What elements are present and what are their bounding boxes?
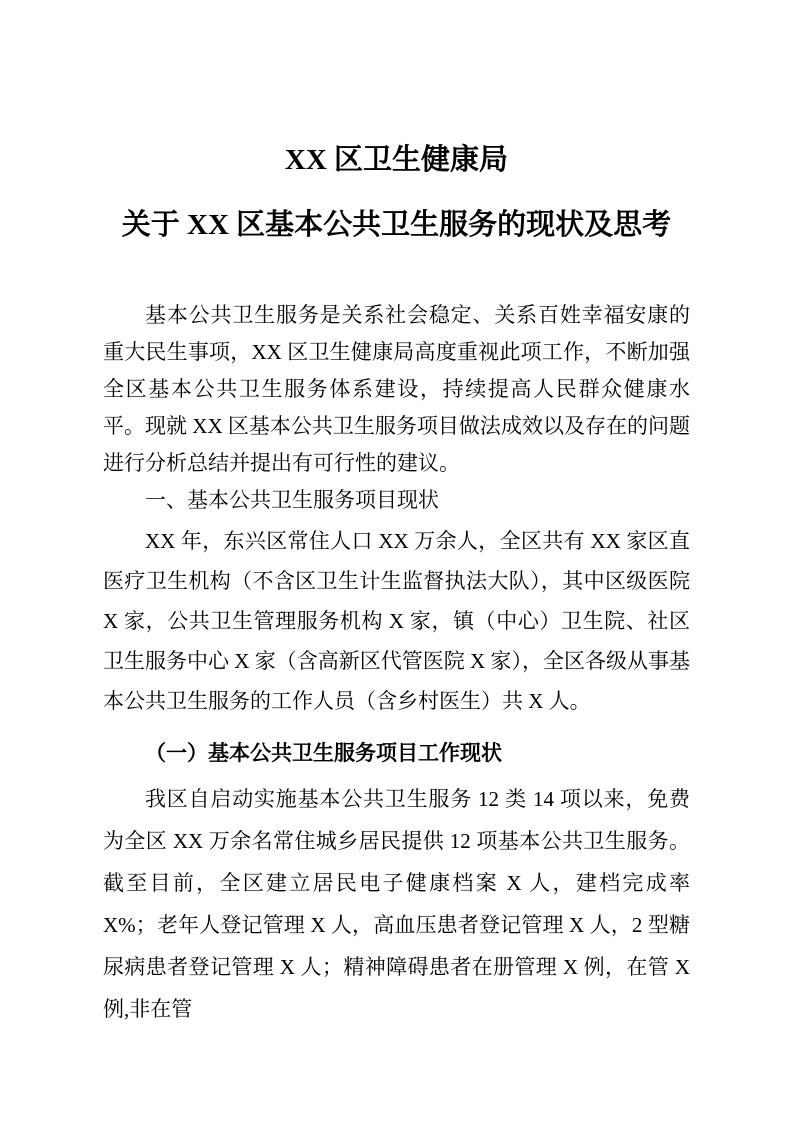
doc-title-line-2: 关于 XX 区基本公共卫生服务的现状及思考 — [121, 209, 672, 241]
section-1-paragraph: XX 年，东兴区常住人口 XX 万余人，全区共有 XX 家区直医疗卫生机构（不含区卫生计生监督执法大队），其中区级医院 X 家，公共卫生管理服务机构 X 家，镇（中心）卫生院、社区卫生服务中心 X 家（含高新区代管医院 X 家），全区各级从事基本公共卫生服务的工作人员（含乡村医生）共 X 人。 — [103, 529, 690, 713]
subsection-1-1-paragraph: 我区自启动实施基本公共卫生服务 12 类 14 项以来，免费为全区 XX 万余名常住城乡居民提供 12 项基本公共卫生服务。截至目前，全区建立居民电子健康档案 X 人，建档完成率 X%；老年人登记管理 X 人，高血压患者登记管理 X 人，2 型糖尿病患者登记管理 X 人；精神障碍患者在册管理 X 例，在管 X 例,非在管 — [103, 787, 690, 1021]
subsection-1-1-heading: （一）基本公共卫生服务项目工作现状 — [145, 742, 502, 765]
section-1-heading: 一、基本公共卫生服务项目现状 — [145, 488, 439, 512]
doc-title-line-1: XX 区卫生健康局 — [284, 144, 509, 176]
intro-paragraph: 基本公共卫生服务是关系社会稳定、关系百姓幸福安康的重大民生事项，XX 区卫生健康局高度重视此项工作，不断加强全区基本公共卫生服务体系建设，持续提高人民群众健康水平。现就 XX 区基本公共卫生服务项目做法成效以及存在的问题进行分析总结并提出有可行性的建议。 — [103, 303, 690, 475]
